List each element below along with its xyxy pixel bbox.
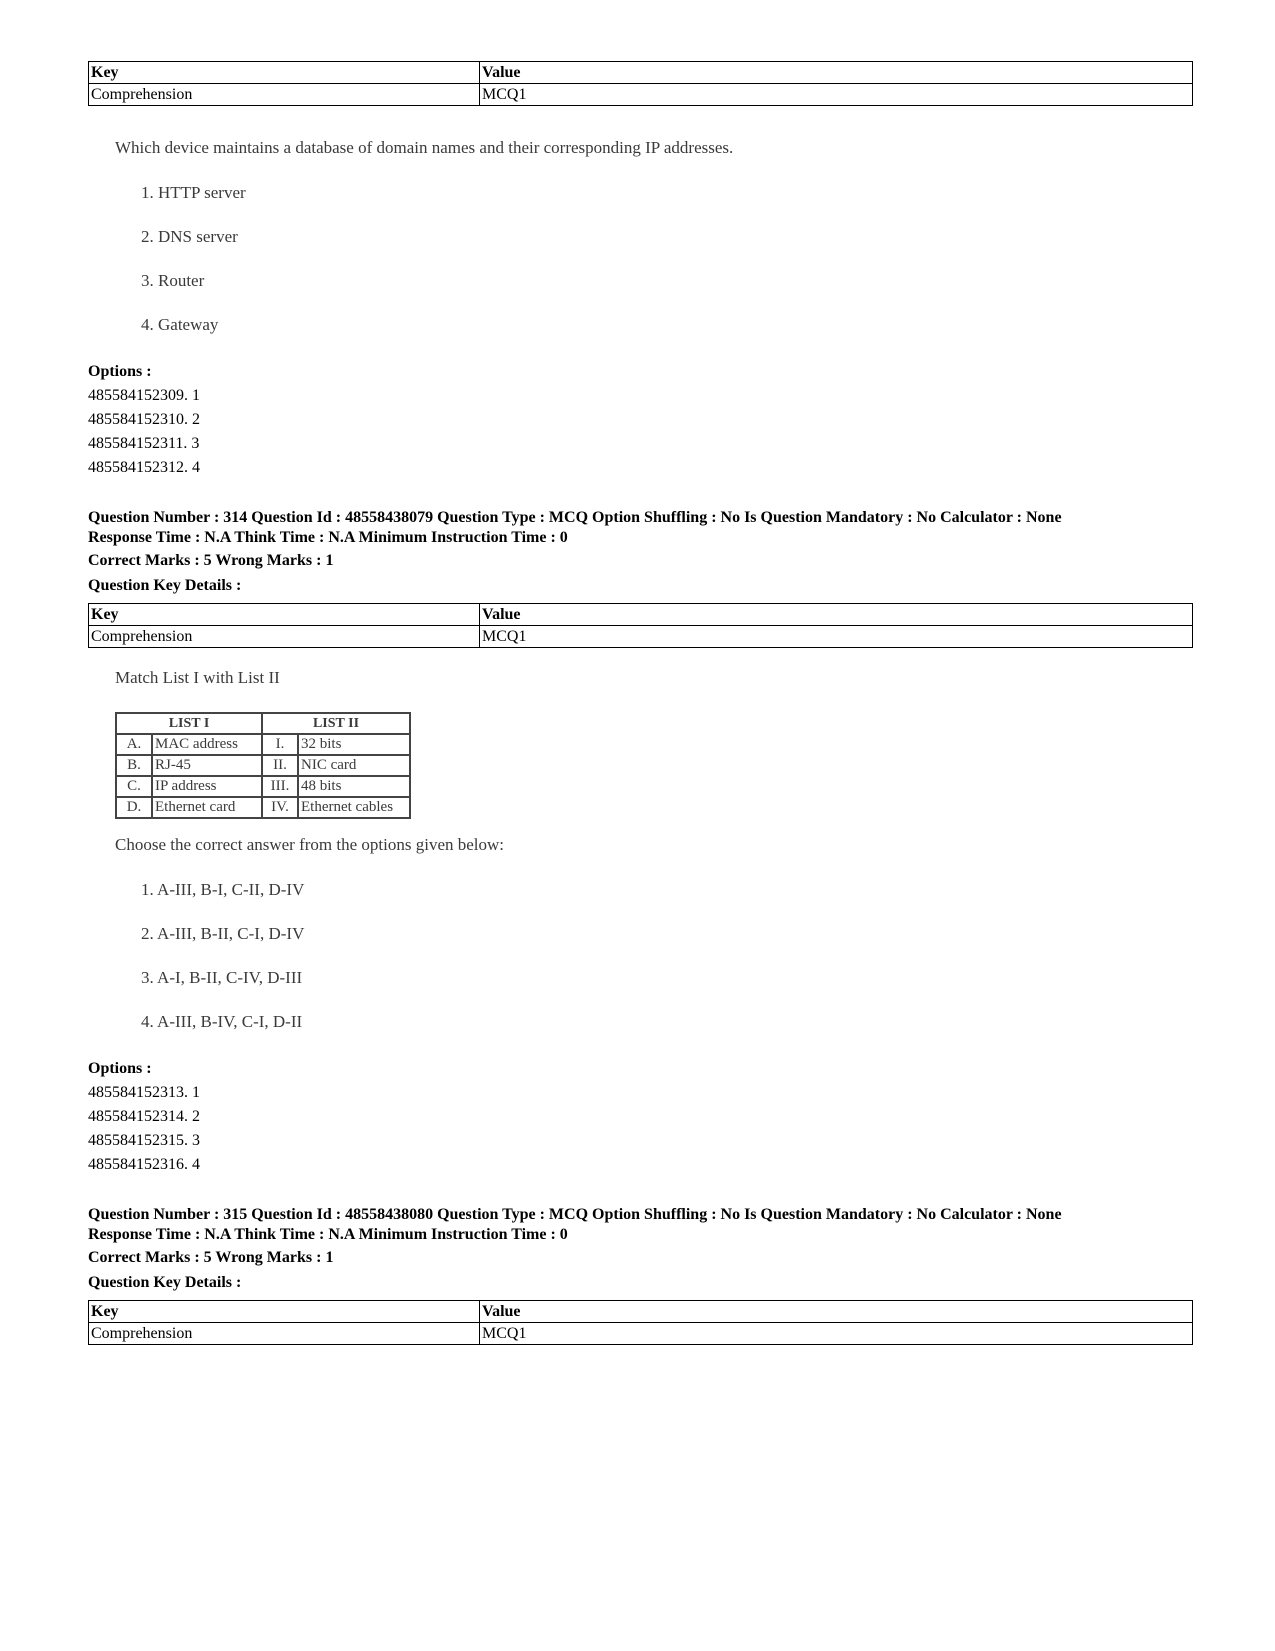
value-header: Value xyxy=(480,1301,1193,1323)
key-value-table xyxy=(88,61,1193,106)
key-cell: Comprehension xyxy=(89,84,480,106)
list-2-numeral: III. xyxy=(262,776,298,797)
question-stem: Match List I with List II xyxy=(115,668,280,687)
list-1-letter: C. xyxy=(116,776,152,797)
option-item: 485584152315. 3 xyxy=(88,1132,200,1149)
question-315-header xyxy=(88,1205,1062,1295)
choice-3: 3. A-I, B-II, C-IV, D-III xyxy=(141,968,303,987)
question-meta-line1: Question Number : 315 Question Id : 48558438080 Question Type : MCQ Option Shuffling : No Is Question Mandatory : No Calculator : None xyxy=(88,1206,1062,1223)
choice-1: 1. HTTP server xyxy=(141,183,246,202)
list-2-numeral: IV. xyxy=(262,797,298,818)
options-list xyxy=(88,360,200,480)
choice-1: 1. A-III, B-I, C-II, D-IV xyxy=(141,880,305,899)
key-header: Key xyxy=(89,62,480,84)
list-1-item: Ethernet card xyxy=(152,797,262,818)
value-cell: MCQ1 xyxy=(480,1323,1193,1345)
choice-2: 2. A-III, B-II, C-I, D-IV xyxy=(141,924,305,943)
choice-4: 4. A-III, B-IV, C-I, D-II xyxy=(141,1012,303,1031)
list-2-item: 48 bits xyxy=(298,776,410,797)
key-value-table xyxy=(88,603,1193,648)
options-label: Options : xyxy=(88,1060,152,1077)
option-item: 485584152312. 4 xyxy=(88,459,200,476)
choice-3: 3. Router xyxy=(141,271,205,290)
key-details-label: Question Key Details : xyxy=(88,577,242,594)
question-meta-line1: Question Number : 314 Question Id : 48558438079 Question Type : MCQ Option Shuffling : No Is Question Mandatory : No Calculator : None xyxy=(88,509,1062,526)
list-1-letter: A. xyxy=(116,734,152,755)
option-item: 485584152309. 1 xyxy=(88,387,200,404)
option-item: 485584152313. 1 xyxy=(88,1084,200,1101)
question-314-header xyxy=(88,508,1062,598)
match-list-table xyxy=(115,712,411,819)
key-cell: Comprehension xyxy=(89,1323,480,1345)
value-header: Value xyxy=(480,62,1193,84)
list-1-letter: D. xyxy=(116,797,152,818)
options-label: Options : xyxy=(88,363,152,380)
question-meta-line2: Response Time : N.A Think Time : N.A Minimum Instruction Time : 0 xyxy=(88,1226,568,1243)
option-item: 485584152314. 2 xyxy=(88,1108,200,1125)
question-stem: Which device maintains a database of domain names and their corresponding IP addresses. xyxy=(115,138,734,157)
list-1-item: MAC address xyxy=(152,734,262,755)
marks-line: Correct Marks : 5 Wrong Marks : 1 xyxy=(88,1249,334,1266)
key-header: Key xyxy=(89,604,480,626)
choice-2: 2. DNS server xyxy=(141,227,238,246)
list-2-header: LIST II xyxy=(262,713,410,734)
option-item: 485584152316. 4 xyxy=(88,1156,200,1173)
list-2-item: 32 bits xyxy=(298,734,410,755)
option-item: 485584152311. 3 xyxy=(88,435,200,452)
list-2-item: NIC card xyxy=(298,755,410,776)
value-cell: MCQ1 xyxy=(480,84,1193,106)
choice-4: 4. Gateway xyxy=(141,315,219,334)
value-header: Value xyxy=(480,604,1193,626)
list-2-item: Ethernet cables xyxy=(298,797,410,818)
marks-line: Correct Marks : 5 Wrong Marks : 1 xyxy=(88,552,334,569)
list-1-item: RJ-45 xyxy=(152,755,262,776)
key-details-label: Question Key Details : xyxy=(88,1274,242,1291)
key-cell: Comprehension xyxy=(89,626,480,648)
instruction-text: Choose the correct answer from the options given below: xyxy=(115,835,505,854)
key-value-table xyxy=(88,1300,1193,1345)
option-item: 485584152310. 2 xyxy=(88,411,200,428)
list-2-numeral: II. xyxy=(262,755,298,776)
list-2-numeral: I. xyxy=(262,734,298,755)
key-header: Key xyxy=(89,1301,480,1323)
list-1-header: LIST I xyxy=(116,713,262,734)
value-cell: MCQ1 xyxy=(480,626,1193,648)
list-1-letter: B. xyxy=(116,755,152,776)
options-list xyxy=(88,1057,200,1177)
question-meta-line2: Response Time : N.A Think Time : N.A Minimum Instruction Time : 0 xyxy=(88,529,568,546)
list-1-item: IP address xyxy=(152,776,262,797)
